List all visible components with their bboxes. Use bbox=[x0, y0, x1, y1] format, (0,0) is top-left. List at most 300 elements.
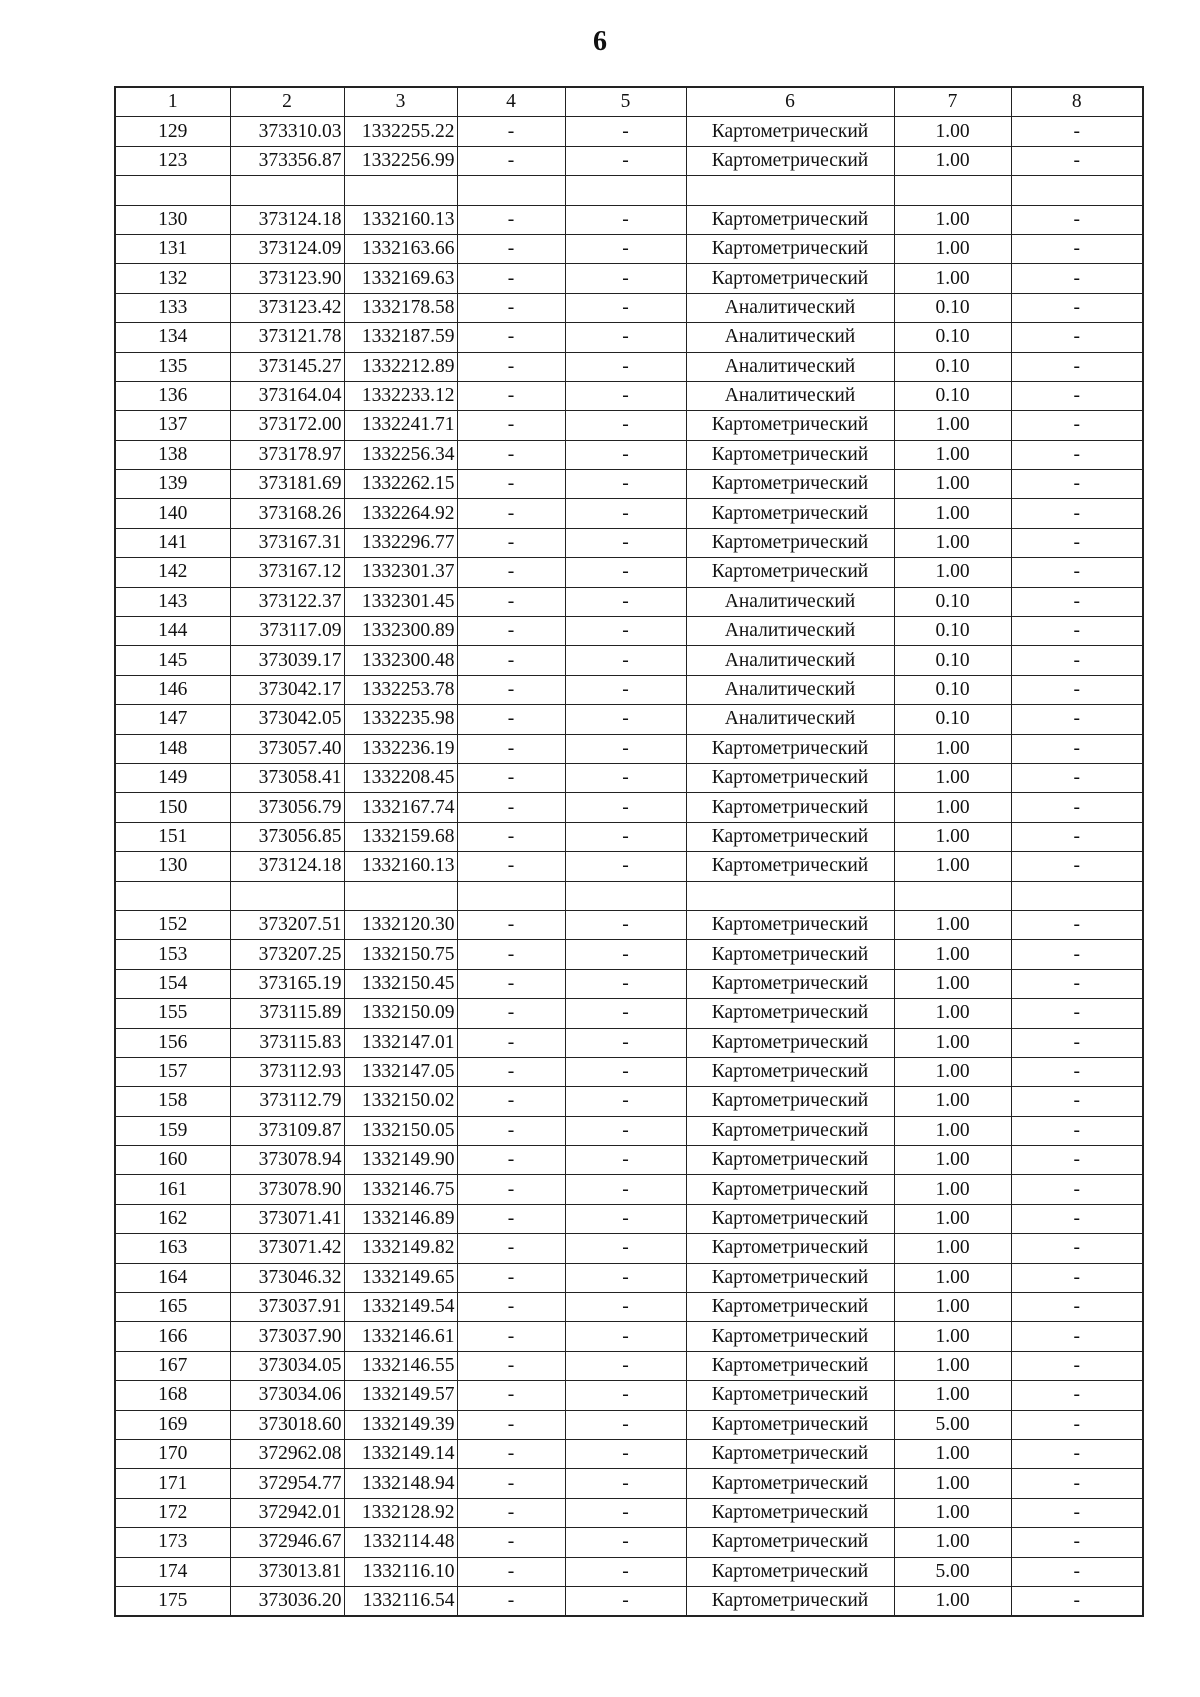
cell-col-3: 1332167.74 bbox=[344, 793, 457, 822]
table-row bbox=[115, 1410, 1143, 1439]
cell-col-3: 1332296.77 bbox=[344, 528, 457, 557]
cell-col-5: - bbox=[565, 940, 686, 969]
cell-col-6: Картометрический bbox=[686, 528, 894, 557]
cell-col-5: - bbox=[565, 1528, 686, 1557]
table-row bbox=[115, 1028, 1143, 1057]
cell-col-5: - bbox=[565, 999, 686, 1028]
cell-col-2: 373310.03 bbox=[230, 117, 344, 146]
cell-col-5: - bbox=[565, 293, 686, 322]
cell-col-7: 1.00 bbox=[894, 1381, 1011, 1410]
cell-col-8: - bbox=[1011, 558, 1143, 587]
cell-col-5: - bbox=[565, 617, 686, 646]
table-row bbox=[115, 705, 1143, 734]
cell-col-7: 1.00 bbox=[894, 1028, 1011, 1057]
cell-col-3: 1332149.14 bbox=[344, 1439, 457, 1468]
cell-col-6 bbox=[686, 176, 894, 205]
cell-col-2: 373178.97 bbox=[230, 440, 344, 469]
cell-col-3: 1332146.89 bbox=[344, 1204, 457, 1233]
cell-col-7: 1.00 bbox=[894, 411, 1011, 440]
cell-col-1: 167 bbox=[115, 1351, 230, 1380]
cell-col-8: - bbox=[1011, 1087, 1143, 1116]
cell-col-3: 1332256.99 bbox=[344, 146, 457, 175]
table-row bbox=[115, 264, 1143, 293]
cell-col-6: Картометрический bbox=[686, 1028, 894, 1057]
cell-col-7: 0.10 bbox=[894, 587, 1011, 616]
cell-col-5: - bbox=[565, 117, 686, 146]
table-row bbox=[115, 381, 1143, 410]
cell-col-6: Картометрический bbox=[686, 1351, 894, 1380]
table-row bbox=[115, 1498, 1143, 1527]
cell-col-7: 1.00 bbox=[894, 1175, 1011, 1204]
cell-col-8: - bbox=[1011, 793, 1143, 822]
table-row bbox=[115, 293, 1143, 322]
cell-col-1: 169 bbox=[115, 1410, 230, 1439]
cell-col-2: 373071.42 bbox=[230, 1234, 344, 1263]
cell-col-3: 1332301.37 bbox=[344, 558, 457, 587]
cell-col-4: - bbox=[457, 1263, 565, 1292]
cell-col-4: - bbox=[457, 1146, 565, 1175]
cell-col-1: 135 bbox=[115, 352, 230, 381]
cell-col-7: 1.00 bbox=[894, 1322, 1011, 1351]
cell-col-4: - bbox=[457, 528, 565, 557]
cell-col-4 bbox=[457, 881, 565, 910]
table-row bbox=[115, 558, 1143, 587]
cell-col-5: - bbox=[565, 1087, 686, 1116]
cell-col-5: - bbox=[565, 1204, 686, 1233]
cell-col-5: - bbox=[565, 1439, 686, 1468]
cell-col-8: - bbox=[1011, 1498, 1143, 1527]
cell-col-3: 1332147.05 bbox=[344, 1057, 457, 1086]
cell-col-4: - bbox=[457, 1469, 565, 1498]
cell-col-5: - bbox=[565, 1146, 686, 1175]
cell-col-4: - bbox=[457, 411, 565, 440]
cell-col-2: 373117.09 bbox=[230, 617, 344, 646]
table-row bbox=[115, 323, 1143, 352]
table-row bbox=[115, 1469, 1143, 1498]
cell-col-1: 155 bbox=[115, 999, 230, 1028]
cell-col-5: - bbox=[565, 1116, 686, 1145]
cell-col-8: - bbox=[1011, 852, 1143, 881]
cell-col-7: 0.10 bbox=[894, 352, 1011, 381]
cell-col-2: 373168.26 bbox=[230, 499, 344, 528]
cell-col-6: Картометрический bbox=[686, 1175, 894, 1204]
cell-col-8: - bbox=[1011, 1528, 1143, 1557]
cell-col-3 bbox=[344, 176, 457, 205]
cell-col-1: 139 bbox=[115, 470, 230, 499]
cell-col-8: - bbox=[1011, 705, 1143, 734]
cell-col-4: - bbox=[457, 705, 565, 734]
table-row bbox=[115, 1263, 1143, 1292]
cell-col-2: 373123.42 bbox=[230, 293, 344, 322]
cell-col-4: - bbox=[457, 205, 565, 234]
cell-col-8: - bbox=[1011, 264, 1143, 293]
table-row bbox=[115, 1322, 1143, 1351]
cell-col-2: 373057.40 bbox=[230, 734, 344, 763]
column-header-1: 1 bbox=[115, 87, 230, 117]
cell-col-1: 162 bbox=[115, 1204, 230, 1233]
cell-col-2: 373109.87 bbox=[230, 1116, 344, 1145]
cell-col-4: - bbox=[457, 969, 565, 998]
cell-col-5: - bbox=[565, 1028, 686, 1057]
cell-col-2: 373115.89 bbox=[230, 999, 344, 1028]
table-row bbox=[115, 234, 1143, 263]
table-row bbox=[115, 1234, 1143, 1263]
cell-col-6: Картометрический bbox=[686, 734, 894, 763]
cell-col-6: Картометрический bbox=[686, 910, 894, 939]
table-row bbox=[115, 117, 1143, 146]
cell-col-7: 1.00 bbox=[894, 852, 1011, 881]
cell-col-2: 373123.90 bbox=[230, 264, 344, 293]
cell-col-2: 373056.79 bbox=[230, 793, 344, 822]
cell-col-1: 165 bbox=[115, 1293, 230, 1322]
column-header-4: 4 bbox=[457, 87, 565, 117]
cell-col-2: 373167.12 bbox=[230, 558, 344, 587]
cell-col-3: 1332146.61 bbox=[344, 1322, 457, 1351]
cell-col-4: - bbox=[457, 1528, 565, 1557]
cell-col-7: 1.00 bbox=[894, 1293, 1011, 1322]
cell-col-5: - bbox=[565, 675, 686, 704]
cell-col-1: 158 bbox=[115, 1087, 230, 1116]
cell-col-6: Картометрический bbox=[686, 793, 894, 822]
cell-col-1: 145 bbox=[115, 646, 230, 675]
cell-col-8: - bbox=[1011, 1263, 1143, 1292]
cell-col-6: Аналитический bbox=[686, 381, 894, 410]
table-row bbox=[115, 999, 1143, 1028]
cell-col-8: - bbox=[1011, 675, 1143, 704]
cell-col-3: 1332241.71 bbox=[344, 411, 457, 440]
cell-col-8: - bbox=[1011, 146, 1143, 175]
cell-col-8: - bbox=[1011, 1381, 1143, 1410]
table-row bbox=[115, 1351, 1143, 1380]
cell-col-8: - bbox=[1011, 646, 1143, 675]
cell-col-2: 372962.08 bbox=[230, 1439, 344, 1468]
cell-col-7: 1.00 bbox=[894, 1087, 1011, 1116]
cell-col-4: - bbox=[457, 1586, 565, 1616]
cell-col-6: Аналитический bbox=[686, 705, 894, 734]
cell-col-4: - bbox=[457, 675, 565, 704]
cell-col-6 bbox=[686, 881, 894, 910]
cell-col-8: - bbox=[1011, 411, 1143, 440]
cell-col-1: 147 bbox=[115, 705, 230, 734]
cell-col-7: 1.00 bbox=[894, 1586, 1011, 1616]
cell-col-8: - bbox=[1011, 117, 1143, 146]
column-header-6: 6 bbox=[686, 87, 894, 117]
cell-col-8: - bbox=[1011, 1586, 1143, 1616]
cell-col-4: - bbox=[457, 1498, 565, 1527]
cell-col-5: - bbox=[565, 205, 686, 234]
cell-col-4: - bbox=[457, 1028, 565, 1057]
cell-col-1: 174 bbox=[115, 1557, 230, 1586]
cell-col-1: 164 bbox=[115, 1263, 230, 1292]
cell-col-7: 1.00 bbox=[894, 910, 1011, 939]
cell-col-2: 373181.69 bbox=[230, 470, 344, 499]
cell-col-3: 1332163.66 bbox=[344, 234, 457, 263]
cell-col-8: - bbox=[1011, 734, 1143, 763]
cell-col-2: 373356.87 bbox=[230, 146, 344, 175]
table-row bbox=[115, 910, 1143, 939]
cell-col-7: 1.00 bbox=[894, 1351, 1011, 1380]
cell-col-5: - bbox=[565, 1586, 686, 1616]
column-header-8: 8 bbox=[1011, 87, 1143, 117]
cell-col-5: - bbox=[565, 763, 686, 792]
cell-col-5: - bbox=[565, 1498, 686, 1527]
cell-col-3: 1332169.63 bbox=[344, 264, 457, 293]
cell-col-6: Картометрический bbox=[686, 470, 894, 499]
cell-col-1: 133 bbox=[115, 293, 230, 322]
cell-col-3: 1332148.94 bbox=[344, 1469, 457, 1498]
cell-col-2: 373115.83 bbox=[230, 1028, 344, 1057]
cell-col-3: 1332235.98 bbox=[344, 705, 457, 734]
table-row bbox=[115, 763, 1143, 792]
cell-col-1: 134 bbox=[115, 323, 230, 352]
cell-col-5: - bbox=[565, 499, 686, 528]
cell-col-5: - bbox=[565, 969, 686, 998]
cell-col-1: 170 bbox=[115, 1439, 230, 1468]
table-row bbox=[115, 852, 1143, 881]
table-row bbox=[115, 1528, 1143, 1557]
cell-col-4: - bbox=[457, 1557, 565, 1586]
cell-col-2: 373037.91 bbox=[230, 1293, 344, 1322]
cell-col-1: 157 bbox=[115, 1057, 230, 1086]
cell-col-2: 373036.20 bbox=[230, 1586, 344, 1616]
cell-col-2: 373037.90 bbox=[230, 1322, 344, 1351]
cell-col-8: - bbox=[1011, 293, 1143, 322]
cell-col-4: - bbox=[457, 587, 565, 616]
cell-col-3: 1332150.45 bbox=[344, 969, 457, 998]
cell-col-3: 1332256.34 bbox=[344, 440, 457, 469]
cell-col-5: - bbox=[565, 1381, 686, 1410]
cell-col-7: 1.00 bbox=[894, 1146, 1011, 1175]
table-row bbox=[115, 587, 1143, 616]
cell-col-7: 1.00 bbox=[894, 822, 1011, 851]
cell-col-1: 132 bbox=[115, 264, 230, 293]
cell-col-7: 1.00 bbox=[894, 234, 1011, 263]
cell-col-2: 373013.81 bbox=[230, 1557, 344, 1586]
cell-col-8: - bbox=[1011, 822, 1143, 851]
cell-col-7: 1.00 bbox=[894, 528, 1011, 557]
cell-col-3: 1332149.90 bbox=[344, 1146, 457, 1175]
cell-col-5: - bbox=[565, 528, 686, 557]
cell-col-7: 1.00 bbox=[894, 1234, 1011, 1263]
cell-col-1: 153 bbox=[115, 940, 230, 969]
cell-col-4: - bbox=[457, 1234, 565, 1263]
cell-col-1: 171 bbox=[115, 1469, 230, 1498]
cell-col-1: 149 bbox=[115, 763, 230, 792]
cell-col-1: 138 bbox=[115, 440, 230, 469]
cell-col-4: - bbox=[457, 381, 565, 410]
cell-col-6: Картометрический bbox=[686, 1263, 894, 1292]
cell-col-5 bbox=[565, 881, 686, 910]
column-header-7: 7 bbox=[894, 87, 1011, 117]
cell-col-2: 373046.32 bbox=[230, 1263, 344, 1292]
cell-col-7: 5.00 bbox=[894, 1410, 1011, 1439]
cell-col-7: 0.10 bbox=[894, 705, 1011, 734]
cell-col-2: 373039.17 bbox=[230, 646, 344, 675]
cell-col-7: 1.00 bbox=[894, 205, 1011, 234]
cell-col-4: - bbox=[457, 499, 565, 528]
cell-col-5: - bbox=[565, 146, 686, 175]
cell-col-3: 1332160.13 bbox=[344, 852, 457, 881]
cell-col-8: - bbox=[1011, 763, 1143, 792]
cell-col-5: - bbox=[565, 558, 686, 587]
cell-col-8: - bbox=[1011, 940, 1143, 969]
cell-col-7: 1.00 bbox=[894, 499, 1011, 528]
cell-col-2: 373078.90 bbox=[230, 1175, 344, 1204]
table-row bbox=[115, 499, 1143, 528]
cell-col-4: - bbox=[457, 852, 565, 881]
cell-col-3: 1332255.22 bbox=[344, 117, 457, 146]
cell-col-8 bbox=[1011, 881, 1143, 910]
cell-col-4: - bbox=[457, 1410, 565, 1439]
cell-col-5: - bbox=[565, 411, 686, 440]
cell-col-6: Картометрический bbox=[686, 940, 894, 969]
cell-col-3: 1332150.09 bbox=[344, 999, 457, 1028]
cell-col-6: Аналитический bbox=[686, 675, 894, 704]
cell-col-5: - bbox=[565, 852, 686, 881]
table-row bbox=[115, 1087, 1143, 1116]
cell-col-1 bbox=[115, 881, 230, 910]
cell-col-5: - bbox=[565, 440, 686, 469]
cell-col-8: - bbox=[1011, 999, 1143, 1028]
cell-col-4: - bbox=[457, 440, 565, 469]
cell-col-2: 372942.01 bbox=[230, 1498, 344, 1527]
cell-col-6: Картометрический bbox=[686, 1498, 894, 1527]
cell-col-6: Картометрический bbox=[686, 1557, 894, 1586]
cell-col-7: 0.10 bbox=[894, 646, 1011, 675]
cell-col-1: 152 bbox=[115, 910, 230, 939]
cell-col-7: 0.10 bbox=[894, 293, 1011, 322]
cell-col-5: - bbox=[565, 1322, 686, 1351]
cell-col-4: - bbox=[457, 1439, 565, 1468]
cell-col-1: 159 bbox=[115, 1116, 230, 1145]
cell-col-6: Картометрический bbox=[686, 558, 894, 587]
cell-col-4: - bbox=[457, 293, 565, 322]
cell-col-8: - bbox=[1011, 1557, 1143, 1586]
cell-col-8: - bbox=[1011, 499, 1143, 528]
column-header-2: 2 bbox=[230, 87, 344, 117]
cell-col-6: Картометрический bbox=[686, 1439, 894, 1468]
cell-col-8: - bbox=[1011, 1410, 1143, 1439]
cell-col-6: Картометрический bbox=[686, 822, 894, 851]
cell-col-3: 1332160.13 bbox=[344, 205, 457, 234]
cell-col-2 bbox=[230, 176, 344, 205]
cell-col-3: 1332208.45 bbox=[344, 763, 457, 792]
table-body bbox=[115, 117, 1143, 1616]
cell-col-8: - bbox=[1011, 323, 1143, 352]
table-row bbox=[115, 940, 1143, 969]
cell-col-6: Аналитический bbox=[686, 352, 894, 381]
cell-col-1: 142 bbox=[115, 558, 230, 587]
cell-col-8: - bbox=[1011, 1204, 1143, 1233]
table-row bbox=[115, 1204, 1143, 1233]
page-number: 6 bbox=[593, 26, 607, 57]
cell-col-7: 1.00 bbox=[894, 1439, 1011, 1468]
cell-col-3: 1332262.15 bbox=[344, 470, 457, 499]
cell-col-6: Картометрический bbox=[686, 440, 894, 469]
cell-col-4: - bbox=[457, 1175, 565, 1204]
cell-col-1: 168 bbox=[115, 1381, 230, 1410]
cell-col-7: 5.00 bbox=[894, 1557, 1011, 1586]
cell-col-7: 0.10 bbox=[894, 617, 1011, 646]
cell-col-6: Картометрический bbox=[686, 969, 894, 998]
cell-col-5: - bbox=[565, 734, 686, 763]
cell-col-7: 1.00 bbox=[894, 117, 1011, 146]
cell-col-3: 1332149.54 bbox=[344, 1293, 457, 1322]
cell-col-8: - bbox=[1011, 1116, 1143, 1145]
cell-col-1: 173 bbox=[115, 1528, 230, 1557]
cell-col-7 bbox=[894, 176, 1011, 205]
cell-col-8: - bbox=[1011, 528, 1143, 557]
cell-col-4: - bbox=[457, 1087, 565, 1116]
cell-col-2: 373112.93 bbox=[230, 1057, 344, 1086]
cell-col-6: Картометрический bbox=[686, 1586, 894, 1616]
table-row bbox=[115, 646, 1143, 675]
cell-col-4: - bbox=[457, 910, 565, 939]
table-row bbox=[115, 1439, 1143, 1468]
cell-col-1: 136 bbox=[115, 381, 230, 410]
cell-col-3: 1332149.39 bbox=[344, 1410, 457, 1439]
cell-col-4: - bbox=[457, 470, 565, 499]
cell-col-1: 146 bbox=[115, 675, 230, 704]
cell-col-8: - bbox=[1011, 1351, 1143, 1380]
cell-col-3: 1332147.01 bbox=[344, 1028, 457, 1057]
cell-col-2: 372946.67 bbox=[230, 1528, 344, 1557]
cell-col-6: Картометрический bbox=[686, 1204, 894, 1233]
cell-col-1: 140 bbox=[115, 499, 230, 528]
cell-col-6: Аналитический bbox=[686, 646, 894, 675]
cell-col-8: - bbox=[1011, 1469, 1143, 1498]
cell-col-7 bbox=[894, 881, 1011, 910]
cell-col-3: 1332116.54 bbox=[344, 1586, 457, 1616]
cell-col-3: 1332149.57 bbox=[344, 1381, 457, 1410]
cell-col-6: Картометрический bbox=[686, 117, 894, 146]
table-row bbox=[115, 146, 1143, 175]
cell-col-4: - bbox=[457, 117, 565, 146]
cell-col-1: 172 bbox=[115, 1498, 230, 1527]
cell-col-5: - bbox=[565, 470, 686, 499]
cell-col-5: - bbox=[565, 1293, 686, 1322]
cell-col-6: Картометрический bbox=[686, 411, 894, 440]
cell-col-6: Картометрический bbox=[686, 146, 894, 175]
table-row bbox=[115, 675, 1143, 704]
cell-col-7: 1.00 bbox=[894, 1204, 1011, 1233]
cell-col-8: - bbox=[1011, 910, 1143, 939]
separator-row bbox=[115, 881, 1143, 910]
cell-col-5: - bbox=[565, 910, 686, 939]
cell-col-1: 129 bbox=[115, 117, 230, 146]
cell-col-2: 373124.09 bbox=[230, 234, 344, 263]
cell-col-3: 1332236.19 bbox=[344, 734, 457, 763]
cell-col-3: 1332128.92 bbox=[344, 1498, 457, 1527]
cell-col-5: - bbox=[565, 1175, 686, 1204]
cell-col-2: 373172.00 bbox=[230, 411, 344, 440]
cell-col-7: 1.00 bbox=[894, 1469, 1011, 1498]
cell-col-3 bbox=[344, 881, 457, 910]
cell-col-6: Аналитический bbox=[686, 323, 894, 352]
cell-col-2: 373112.79 bbox=[230, 1087, 344, 1116]
cell-col-4 bbox=[457, 176, 565, 205]
cell-col-2: 373164.04 bbox=[230, 381, 344, 410]
cell-col-2: 373056.85 bbox=[230, 822, 344, 851]
cell-col-2: 373071.41 bbox=[230, 1204, 344, 1233]
table-row bbox=[115, 617, 1143, 646]
cell-col-1: 131 bbox=[115, 234, 230, 263]
cell-col-6: Картометрический bbox=[686, 1234, 894, 1263]
cell-col-5: - bbox=[565, 705, 686, 734]
cell-col-8: - bbox=[1011, 440, 1143, 469]
cell-col-3: 1332150.75 bbox=[344, 940, 457, 969]
cell-col-2: 373018.60 bbox=[230, 1410, 344, 1439]
